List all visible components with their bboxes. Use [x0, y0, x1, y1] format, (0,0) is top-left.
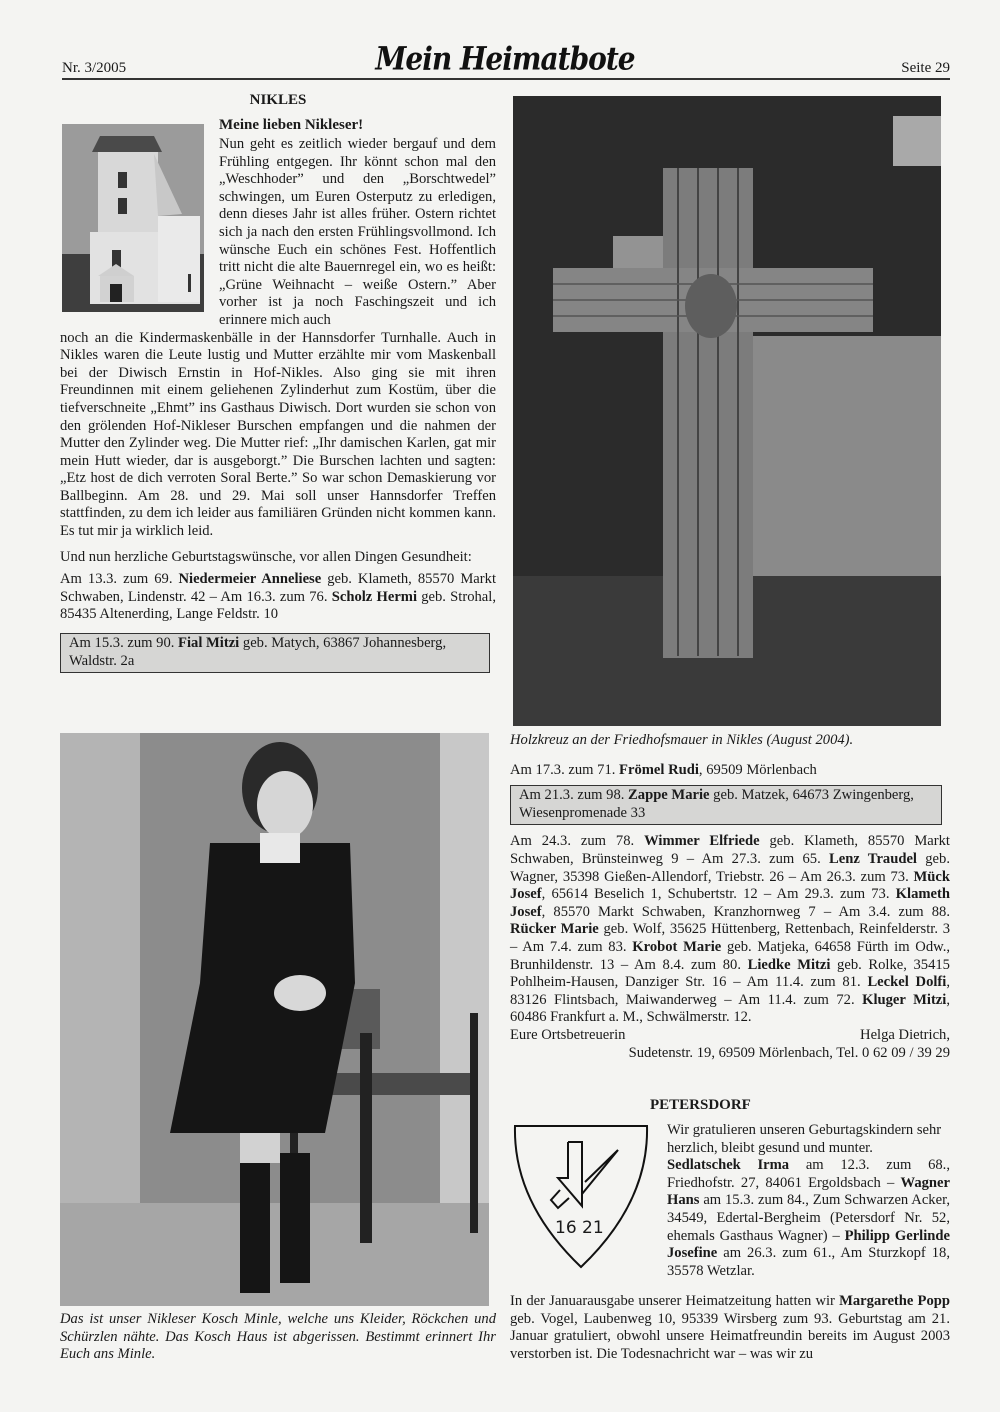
nikles-body	[60, 136, 496, 673]
masthead-logo: Mein Heimatbote	[375, 39, 635, 78]
petersdorf-birthdays	[667, 1157, 950, 1280]
text: , 69509 Mörlenbach	[698, 761, 817, 778]
person-name: Sedlatschek Irma	[667, 1157, 790, 1174]
story-paragraph: noch an die Kindermaskenbälle in der Hannsdorfer Turnhalle. Auch in Nikles waren die Leute lustig und Mutter erzählte mir vom Maskenball bei der Diwisch Ernstin in Hof-Nikles. Also ging sie mit ihren Freundinnen mit einem geliehenen Zylinderhut zum Kostüm, über die tiefverschneite „Ehmt” ins Gasthaus Diwisch. Dort wurden sie schon von den grölenden Hof-Nikleser Burschen empfangen und die nahmen der Mutter den Zylinder weg. Die Mutter rief: „Ihr damischen Karlen, gat mir mein Hutt wieder, dar is ausgeborgt.” Die Burschen lachten und sagten: „Etz host de dich verroten Soral Berte.” So war schon Demaskierung vor Ballbeginn. Am 28. und 29. Mai soll unser Hannsdorfer Treffen stattfinden, zu dem ich leider aus familiären Gründen nicht kommen kann. Es tut mir ja wirklich leid.	[60, 329, 496, 540]
person-name: Krobot Marie	[632, 938, 722, 955]
petersdorf-body	[667, 1122, 950, 1280]
text: Am 15.3. zum 90.	[69, 635, 179, 652]
text: geb. Wagner, 35398 Gießen-Allendorf, Triebstr. 26 – Am 26.3. zum 73.	[510, 850, 950, 885]
person-name: Philipp Gerlinde Josefine	[667, 1227, 950, 1262]
closing-paragraph	[510, 1293, 950, 1363]
portrait-caption: Das ist unser Nikleser Kosch Minle, welche uns Kleider, Röckchen und Schürzlen nähte. Das Kosch Haus ist abgerissen. Bestimmt erinnert Ihr Euch ans Minle.	[60, 1311, 496, 1363]
greeting: Meine lieben Nikleser!	[219, 117, 364, 133]
section-title-petersdorf: PETERSDORF	[650, 1097, 751, 1113]
issue-number: Nr. 3/2005	[62, 60, 127, 76]
person-name: Fial Mitzi	[178, 635, 240, 652]
text: , 85570 Markt Schwaben, Kranzhornweg 7 – Am 3.4. zum 88.	[541, 903, 950, 920]
text: geb. Rolke, 35415 Pohlheim-Hausen, Danziger Str. 16 – Am 11.4. zum 81.	[510, 956, 950, 991]
text: geb. Vogel, Laubenweg 10, 95339 Wirsberg zum 93. Geburtstag am 21. Januar gratuliert, obwohl unsere Heimatfreundin bereits im August 2003 verstorben ist. Die Todesnachricht war – was wir zu	[510, 1310, 950, 1362]
wishes-intro: Und nun herzliche Geburtstagswünsche, vor allen Dingen Gesundheit:	[60, 548, 472, 565]
cross-illustration	[513, 96, 941, 726]
nikles-intro-block	[219, 117, 496, 135]
person-name: Scholz Hermi	[331, 588, 418, 605]
person-name: Zappe Marie	[628, 787, 710, 804]
nikles-continued	[510, 732, 950, 1062]
petersdorf-crest	[513, 1122, 649, 1272]
page-header	[60, 40, 950, 80]
birthday-list-2	[510, 833, 950, 1027]
text: geb. Strohal, 85435 Altenerding, Lange Feldstr. 10	[60, 588, 496, 623]
crest-year: 16 21	[555, 1218, 604, 1238]
petersdorf-intro: Wir gratulieren unseren Geburtagskindern sehr herzlich, bleibt gesund und munter.	[667, 1122, 942, 1156]
nikles-section	[60, 92, 496, 110]
coat-of-arms-icon	[513, 1122, 649, 1272]
signoff	[510, 1027, 950, 1045]
person-name: Wimmer Elfriede	[644, 833, 760, 850]
text: Am 17.3. zum 71.	[510, 761, 620, 778]
person-name: Frömel Rudi	[619, 761, 699, 778]
person-name: Lenz Traudel	[829, 850, 917, 867]
signoff-right: Helga Dietrich,	[860, 1026, 950, 1043]
text: geb. Klameth, 85570 Markt Schwaben, Brünsteinweg 9 – Am 27.3. zum 65.	[510, 833, 950, 867]
text: geb. Matzek, 64673 Zwingenberg, Wiesenpromenade 33	[519, 787, 914, 821]
text: am 12.3. zum 68., Friedhofstr. 27, 84061 Ergoldsbach –	[667, 1157, 950, 1191]
cross-caption: Holzkreuz an der Friedhofsmauer in Nikles (August 2004).	[510, 732, 854, 748]
text: , 65614 Beselich 1, Schubertstr. 12 – Am 29.3. zum 73.	[541, 886, 896, 903]
text: am 15.3. zum 84., Zum Schwarzen Acker, 34549, Edertal-Bergheim (Petersdorf Nr. 52, ehemals Gasthaus Wagner) –	[667, 1192, 950, 1244]
text: geb. Matjeka, 64658 Fürth im Odw., Brunhildenstr. 13 – Am 8.4. zum 80.	[510, 938, 951, 973]
text: In der Januarausgabe unserer Heimatzeitung hatten wir	[510, 1293, 840, 1309]
text: am 26.3. zum 61., Am Sturzkopf 18, 35578 Wetzlar.	[667, 1245, 950, 1279]
signoff-left: Eure Ortsbetreuerin	[510, 1026, 626, 1043]
person-name: Liedke Mitzi	[747, 956, 831, 973]
text: , 83126 Flintsbach, Maiwanderweg – Am 11.4. zum 72.	[510, 974, 950, 1008]
signoff-address: Sudetenstr. 19, 69509 Mörlenbach, Tel. 0 62 09 / 39 29	[628, 1044, 950, 1061]
section-title-nikles: NIKLES	[249, 92, 307, 108]
person-name: Margarethe Popp	[839, 1293, 951, 1309]
highlight-box-fial	[60, 633, 490, 673]
birthday-list-1	[60, 571, 496, 624]
person-name: Leckel Dolfi	[867, 974, 947, 991]
page-number: Seite 29	[901, 60, 950, 76]
header-rule	[62, 78, 950, 80]
person-name: Wagner Hans	[667, 1174, 950, 1209]
highlight-box-zappe	[510, 785, 942, 825]
text: geb. Wolf, 35625 Hüttenberg, Rettenbach, Reinfelderstr. 3 – Am 7.4. zum 83.	[510, 921, 951, 955]
wooden-cross-photo	[513, 96, 941, 726]
text: Am 13.3. zum 69.	[60, 571, 179, 588]
person-name: Mück Josef	[510, 868, 950, 903]
person-name: Rücker Marie	[510, 921, 599, 938]
text: Am 24.3. zum 78.	[510, 833, 645, 850]
portrait-illustration	[60, 733, 489, 1306]
text: Am 21.3. zum 98.	[519, 787, 629, 804]
person-name: Niedermeier Anneliese	[178, 571, 322, 588]
text: geb. Matych, 63867 Johannesberg, Waldstr. 2a	[69, 635, 447, 669]
intro-paragraph: Nun geht es zeitlich wieder bergauf und dem Frühling entgegen. Ihr könnt schon mal den „Weschhoder” und den „Borschtwedel” schwingen, um Euren Osterputz zu erledigen, denn dieses Jahr ist alles früher. Ostern richtet sich ja nach den ersten Frühlingsvollmond. Ich wünsche Euch ein schönes Fest. Hoffentlich tritt nicht die alte Bauernregel ein, wo es heißt: „Grüne Weihnacht – weiße Ostern.” Aber vorher ist ja noch Faschingszeit und ich erinnere mich auch	[219, 136, 496, 328]
birthday-froemel	[510, 762, 950, 780]
person-name: Klameth Josef	[510, 886, 950, 920]
petersdorf-closing	[510, 1293, 950, 1363]
text: , 60486 Frankfurt a. M., Schwälmerstr. 12.	[510, 991, 950, 1026]
portrait-photo-kosch-minle	[60, 733, 489, 1306]
petersdorf-title-wrap	[650, 1097, 950, 1115]
text: geb. Klameth, 85570 Markt Schwaben, Lindenstr. 42 – Am 16.3. zum 76.	[60, 571, 496, 605]
person-name: Kluger Mitzi	[862, 991, 947, 1008]
